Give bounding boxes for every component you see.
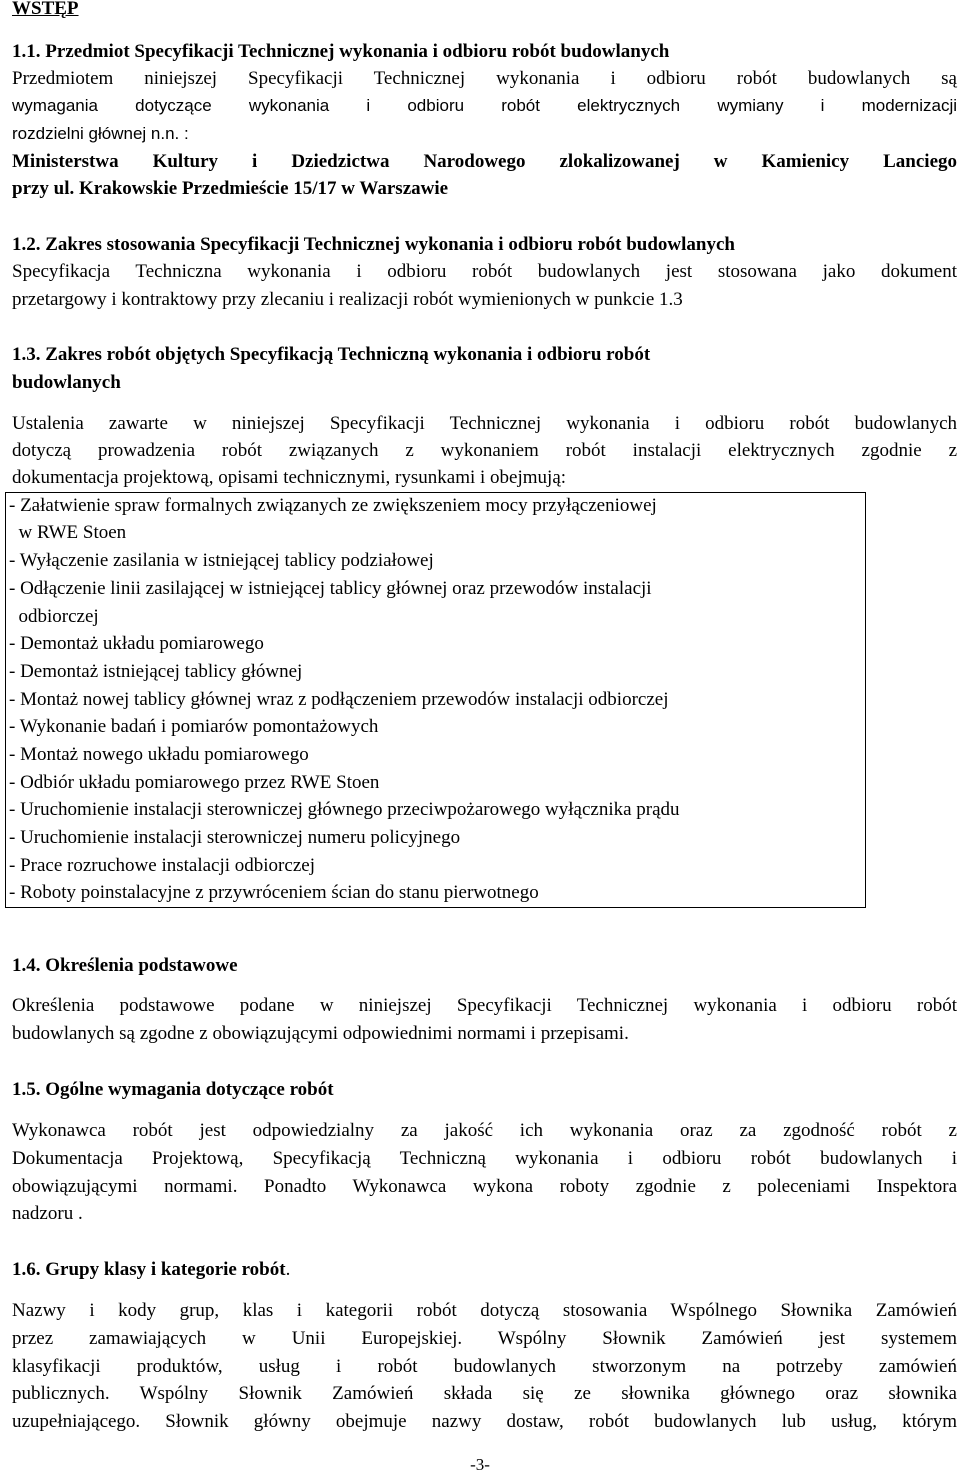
section-1-5-heading: 1.5. Ogólne wymagania dotyczące robót	[12, 1079, 334, 1100]
scope-item: - Uruchomienie instalacji sterowniczej numeru policyjnego	[9, 827, 461, 848]
section-1-6-heading: 1.6. Grupy klasy i kategorie robót	[12, 1259, 286, 1280]
section-1-6-line: publicznych. Wspólny Słownik Zamówień składa się ze słownika głównego oraz słownika	[12, 1383, 957, 1404]
section-1-6-line: klasyfikacji produktów, usług i robót budowlanych stworzonym na potrzeby zamówień	[12, 1356, 957, 1377]
scope-item: - Odbiór układu pomiarowego przez RWE Stoen	[9, 772, 380, 793]
section-1-6-heading-row	[12, 1259, 290, 1281]
scope-item: - Roboty poinstalacyjne z przywróceniem ścian do stanu pierwotnego	[9, 882, 539, 903]
section-1-5-line: obowiązującymi normami. Ponadto Wykonawca wykona roboty zgodnie z poleceniami Inspektora	[12, 1176, 957, 1197]
scope-item: odbiorczej	[9, 606, 99, 627]
section-1-1-location-line: Ministerstwa Kultury i Dziedzictwa Narodowego zlokalizowanej w Kamienicy Lanciego	[12, 151, 957, 172]
scope-item: - Demontaż istniejącej tablicy głównej	[9, 661, 303, 682]
section-1-6-line: przez zamawiających w Unii Europejskiej. Wspólny Słownik Zamówień jest systemem	[12, 1328, 957, 1349]
section-1-1-line: wymagania dotyczące wykonania i odbioru robót elektrycznych wymiany i modernizacji	[12, 96, 957, 115]
scope-item: - Demontaż układu pomiarowego	[9, 633, 264, 654]
section-1-1-heading: 1.1. Przedmiot Specyfikacji Technicznej wykonania i odbioru robót budowlanych	[12, 41, 670, 62]
section-1-5-line: nadzoru .	[12, 1203, 83, 1224]
section-1-6-line: uzupełniającego. Słownik główny obejmuje nazwy dostaw, robót budowlanych lub usług, którym	[12, 1411, 957, 1432]
scope-item: - Prace rozruchowe instalacji odbiorczej	[9, 855, 315, 876]
section-1-1-line: rozdzielni głównej n.n. :	[12, 124, 189, 143]
section-1-3-line: Ustalenia zawarte w niniejszej Specyfikacji Technicznej wykonania i odbioru robót budowlanych	[12, 413, 957, 434]
section-1-1-line: Przedmiotem niniejszej Specyfikacji Technicznej wykonania i odbioru robót budowlanych są	[12, 68, 957, 89]
scope-list-box	[5, 492, 866, 908]
section-1-2-heading: 1.2. Zakres stosowania Specyfikacji Technicznej wykonania i odbioru robót budowlanych	[12, 234, 736, 255]
section-1-2-line: przetargowy i kontraktowy przy zlecaniu i realizacji robót wymienionych w punkcie 1.3	[12, 289, 683, 310]
section-1-3-heading: 1.3. Zakres robót objętych Specyfikacją Techniczną wykonania i odbioru robót	[12, 344, 651, 365]
scope-item: - Wykonanie badań i pomiarów pomontażowych	[9, 716, 379, 737]
page-number: -3-	[470, 1455, 490, 1474]
section-1-4-heading: 1.4. Określenia podstawowe	[12, 955, 238, 976]
scope-item: - Załatwienie spraw formalnych związanych ze zwiększeniem mocy przyłączeniowej	[9, 495, 657, 516]
scope-item: - Odłączenie linii zasilającej w istniejącej tablicy głównej oraz przewodów instalacji	[9, 578, 652, 599]
section-1-6-heading-suffix: .	[285, 1259, 291, 1280]
section-1-3-heading: budowlanych	[12, 372, 121, 393]
scope-item: - Wyłączenie zasilania w istniejącej tablicy podziałowej	[9, 550, 434, 571]
section-1-4-line: Określenia podstawowe podane w niniejszej Specyfikacji Technicznej wykonania i odbioru robót	[12, 995, 957, 1016]
section-1-1-location-line: przy ul. Krakowskie Przedmieście 15/17 w Warszawie	[12, 178, 449, 199]
section-1-5-line: Dokumentacja Projektową, Specyfikacją Techniczną wykonania i odbioru robót budowlanych i	[12, 1148, 957, 1169]
section-1-4-line: budowlanych są zgodne z obowiązującymi odpowiednimi normami i przepisami.	[12, 1023, 629, 1044]
scope-item: - Montaż nowego układu pomiarowego	[9, 744, 309, 765]
section-1-2-line: Specyfikacja Techniczna wykonania i odbioru robót budowlanych jest stosowana jako dokument	[12, 261, 957, 282]
page-title: WSTĘP	[12, 0, 79, 19]
section-1-3-line: dotyczą prowadzenia robót związanych z wykonaniem robót instalacji elektrycznych zgodnie z	[12, 440, 957, 461]
scope-item: w RWE Stoen	[9, 522, 127, 543]
scope-item: - Montaż nowej tablicy głównej wraz z podłączeniem przewodów instalacji odbiorczej	[9, 689, 669, 710]
scope-item: - Uruchomienie instalacji sterowniczej głównego przeciwpożarowego wyłącznika prądu	[9, 799, 680, 820]
section-1-6-line: Nazwy i kody grup, klas i kategorii robót dotyczą stosowania Wspólnego Słownika Zamówień	[12, 1300, 957, 1321]
section-1-5-line: Wykonawca robót jest odpowiedzialny za jakość ich wykonania oraz za zgodność robót z	[12, 1120, 957, 1141]
section-1-3-line: dokumentacja projektową, opisami technicznymi, rysunkami i obejmują:	[12, 467, 567, 488]
